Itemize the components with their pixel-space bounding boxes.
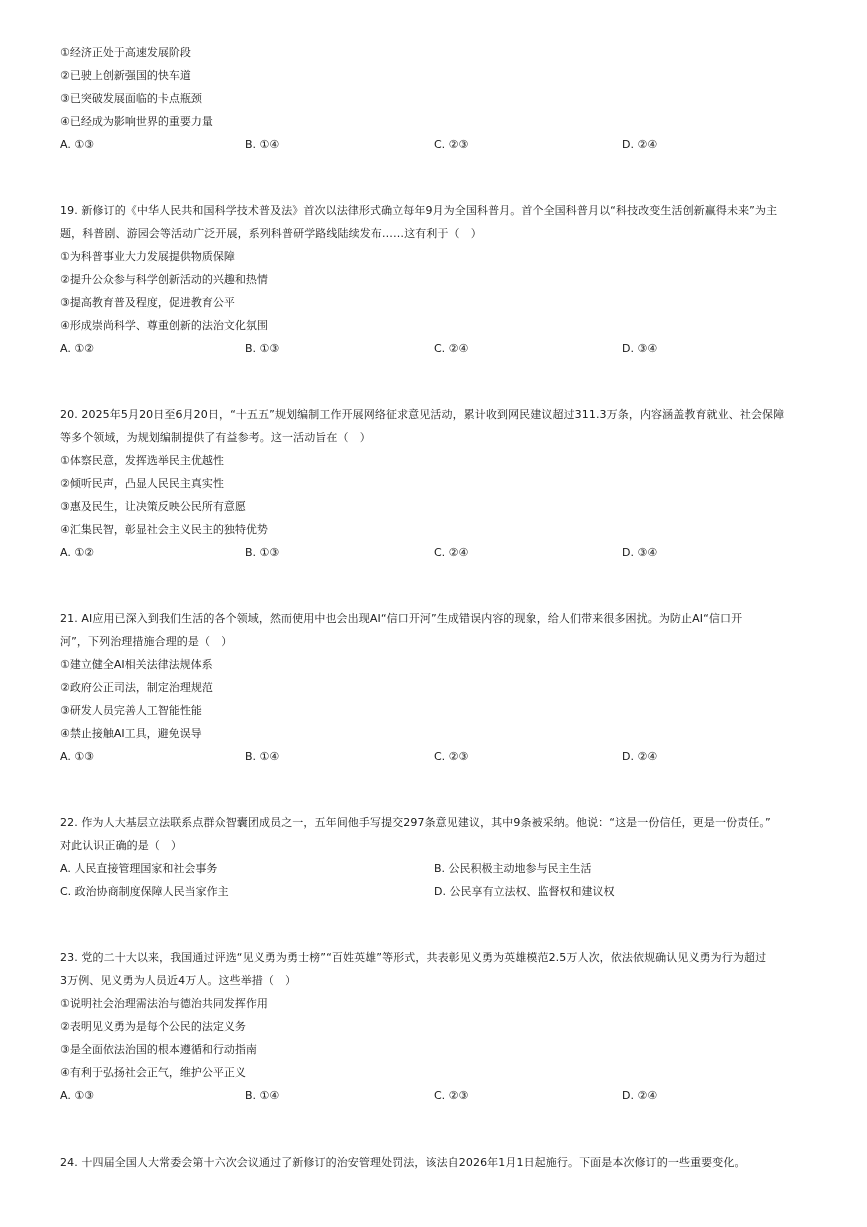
q20-option-b: B. ①③ (245, 546, 280, 559)
q23-item-2: ②表明见义勇为是每个公民的法定义务 (60, 1020, 246, 1033)
q18-item-2: ②已驶上创新强国的快车道 (60, 69, 191, 82)
q20-stem-line-1: 20. 2025年5月20日至6月20日，“十五五”规划编制工作开展网络征求意见活动，累计收到网民建议超过311.3万条，内容涵盖教育就业、社会保障 (60, 408, 785, 421)
q23-stem-line-2: 3万例、见义勇为人员近4万人。这些举措（ ） (60, 974, 297, 987)
q19-item-2: ②提升公众参与科学创新活动的兴趣和热情 (60, 273, 268, 286)
q19-item-4: ④形成崇尚科学、尊重创新的法治文化氛围 (60, 319, 268, 332)
q18-option-b: B. ①④ (245, 138, 280, 151)
q23-option-b: B. ①④ (245, 1089, 280, 1102)
q22-stem-line-1: 22. 作为人大基层立法联系点群众智囊团成员之一，五年间他手写提交297条意见建议，其中9条被采纳。他说：“这是一份信任，更是一份责任。” (60, 816, 771, 829)
q21-stem-line-1: 21. AI应用已深入到我们生活的各个领域，然而使用中也会出现AI“信口开河”生成错误内容的现象，给人们带来很多困扰。为防止AI“信口开 (60, 612, 743, 625)
q19-item-3: ③提高教育普及程度，促进教育公平 (60, 296, 235, 309)
q23-option-a: A. ①③ (60, 1089, 95, 1102)
q20-option-d: D. ③④ (622, 546, 658, 559)
q20-item-2: ②倾听民声，凸显人民民主真实性 (60, 477, 224, 490)
q21-option-a: A. ①③ (60, 750, 95, 763)
q21-option-b: B. ①④ (245, 750, 280, 763)
q19-option-a: A. ①② (60, 342, 95, 355)
q18-item-1: ①经济正处于高速发展阶段 (60, 46, 191, 59)
q22-option-d: D. 公民享有立法权、监督权和建议权 (434, 885, 615, 898)
q23-item-1: ①说明社会治理需法治与德治共同发挥作用 (60, 997, 268, 1010)
q20-option-c: C. ②④ (434, 546, 469, 559)
q19-stem-line-1: 19. 新修订的《中华人民共和国科学技术普及法》首次以法律形式确立每年9月为全国科普月。首个全国科普月以“科技改变生活创新赢得未来”为主 (60, 204, 778, 217)
q21-option-c: C. ②③ (434, 750, 469, 763)
q21-item-4: ④禁止接触AI工具，避免误导 (60, 727, 202, 740)
q20-item-4: ④汇集民智，彰显社会主义民主的独特优势 (60, 523, 268, 536)
q23-option-d: D. ②④ (622, 1089, 658, 1102)
q19-stem-line-2: 题，科普剧、游园会等活动广泛开展，系列科普研学路线陆续发布……这有利于（ ） (60, 227, 482, 240)
q19-option-b: B. ①③ (245, 342, 280, 355)
q23-item-4: ④有利于弘扬社会正气，维护公平正义 (60, 1066, 246, 1079)
q19-item-1: ①为科普事业大力发展提供物质保障 (60, 250, 235, 263)
q23-stem-line-1: 23. 党的二十大以来，我国通过评选“见义勇为勇士榜”“百姓英雄”等形式，共表彰见义勇为英雄模范2.5万人次，依法依规确认见义勇为行为超过 (60, 951, 767, 964)
q18-option-a: A. ①③ (60, 138, 95, 151)
q18-option-c: C. ②③ (434, 138, 469, 151)
q22-stem-line-2: 对此认识正确的是（ ） (60, 839, 183, 852)
q20-stem-line-2: 等多个领域，为规划编制提供了有益参考。这一活动旨在（ ） (60, 431, 371, 444)
q21-item-3: ③研发人员完善人工智能性能 (60, 704, 202, 717)
q23-option-c: C. ②③ (434, 1089, 469, 1102)
q22-option-b: B. 公民积极主动地参与民主生活 (434, 862, 592, 875)
q19-option-d: D. ③④ (622, 342, 658, 355)
q24-stem-line-1: 24. 十四届全国人大常委会第十六次会议通过了新修订的治安管理处罚法，该法自2026年1月1日起施行。下面是本次修订的一些重要变化。 (60, 1156, 746, 1169)
q21-item-2: ②政府公正司法，制定治理规范 (60, 681, 213, 694)
q19-option-c: C. ②④ (434, 342, 469, 355)
q18-option-d: D. ②④ (622, 138, 658, 151)
q21-stem-line-2: 河”，下列治理措施合理的是（ ） (60, 635, 233, 648)
q22-option-a: A. 人民直接管理国家和社会事务 (60, 862, 218, 875)
q22-option-c: C. 政治协商制度保障人民当家作主 (60, 885, 229, 898)
q21-option-d: D. ②④ (622, 750, 658, 763)
q23-item-3: ③是全面依法治国的根本遵循和行动指南 (60, 1043, 257, 1056)
q20-item-3: ③惠及民生，让决策反映公民所有意愿 (60, 500, 246, 513)
q21-item-1: ①建立健全AI相关法律法规体系 (60, 658, 213, 671)
q18-item-3: ③已突破发展面临的卡点瓶颈 (60, 92, 202, 105)
q18-item-4: ④已经成为影响世界的重要力量 (60, 115, 213, 128)
q20-option-a: A. ①② (60, 546, 95, 559)
q20-item-1: ①体察民意，发挥选举民主优越性 (60, 454, 224, 467)
